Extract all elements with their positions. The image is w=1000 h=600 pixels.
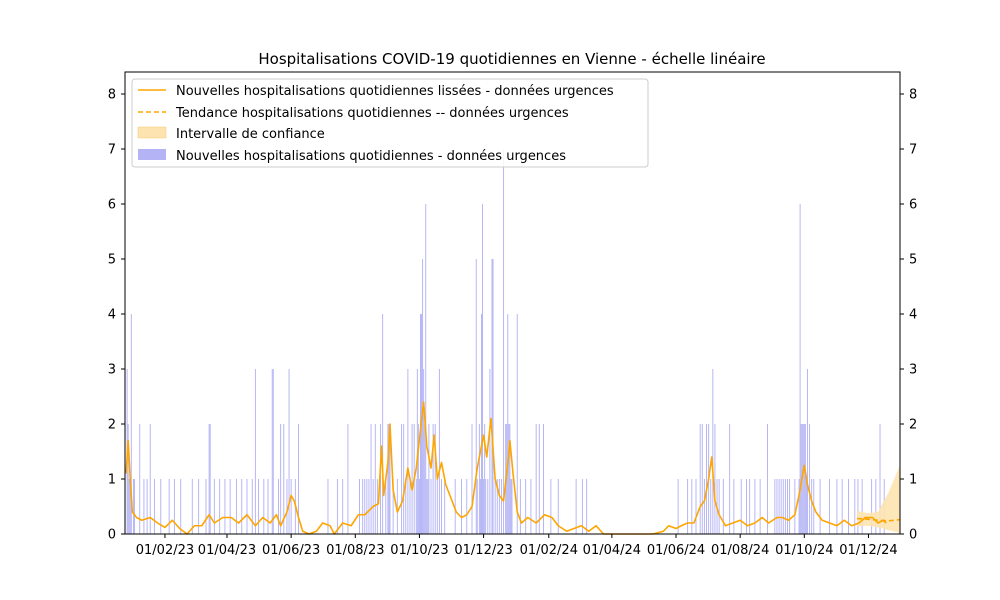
bar — [364, 479, 365, 534]
bar — [426, 479, 427, 534]
bar — [487, 479, 488, 534]
x-tick-label: 01/08/23 — [326, 543, 385, 558]
bar — [427, 479, 428, 534]
bar — [520, 479, 521, 534]
bar — [507, 314, 508, 534]
y-tick-label-right: 8 — [909, 87, 918, 103]
bar — [805, 424, 806, 534]
bar — [476, 259, 477, 534]
y-tick-label-left: 4 — [107, 307, 116, 323]
bar — [428, 424, 429, 534]
bar — [444, 479, 445, 534]
y-tick-label-right: 2 — [909, 417, 918, 433]
bar — [543, 424, 544, 534]
x-tick-label: 01/08/24 — [710, 543, 770, 558]
bar — [268, 479, 269, 534]
bar — [278, 479, 279, 534]
bar — [691, 479, 692, 534]
legend-label-trend: Tendance hospitalisations quotidiennes -- données urgences — [176, 106, 569, 121]
bar — [754, 479, 755, 534]
bar — [539, 424, 540, 534]
bar — [495, 479, 496, 534]
bar — [377, 479, 378, 534]
bar — [439, 369, 440, 534]
bar — [499, 479, 500, 534]
bar — [811, 479, 812, 534]
bar — [483, 479, 484, 534]
bar — [479, 424, 480, 534]
bar — [481, 314, 482, 534]
x-tick-label: 01/10/23 — [390, 543, 449, 558]
bar — [781, 479, 782, 534]
bar — [209, 424, 210, 534]
bar — [416, 479, 417, 534]
x-tick-label: 01/12/23 — [454, 543, 513, 558]
bar — [702, 424, 703, 534]
bar — [337, 479, 338, 534]
bar — [806, 479, 807, 534]
smoothed-line — [126, 402, 886, 534]
bar — [214, 479, 215, 534]
bar — [291, 479, 292, 534]
bar — [783, 479, 784, 534]
legend-swatch-bars — [138, 149, 166, 160]
bar — [510, 479, 511, 534]
bar — [273, 369, 274, 534]
bar — [342, 479, 343, 534]
bar — [252, 479, 253, 534]
bar — [741, 479, 742, 534]
bar — [477, 479, 478, 534]
bar — [134, 479, 135, 534]
y-tick-label-right: 7 — [909, 142, 918, 158]
bar — [258, 479, 259, 534]
bar — [848, 479, 849, 534]
y-tick-label-left: 5 — [107, 252, 116, 268]
bar — [842, 479, 843, 534]
bar — [247, 479, 248, 534]
x-tick-label: 01/12/24 — [839, 543, 898, 558]
x-tick-label: 01/06/23 — [261, 543, 321, 558]
bar — [423, 369, 424, 534]
bar — [787, 479, 788, 534]
bar — [263, 479, 264, 534]
bar — [206, 479, 207, 534]
bar — [704, 479, 705, 534]
legend — [132, 79, 648, 167]
bar — [437, 479, 438, 534]
bar — [480, 479, 481, 534]
x-tick-label: 01/06/24 — [646, 543, 706, 558]
bar — [154, 479, 155, 534]
bar — [678, 479, 679, 534]
bar — [174, 479, 175, 534]
bar — [133, 479, 134, 534]
bar — [820, 479, 821, 534]
bar — [779, 479, 780, 534]
bar — [489, 369, 490, 534]
y-tick-label-left: 1 — [107, 472, 116, 488]
bar — [424, 424, 425, 534]
bar — [492, 259, 493, 534]
legend-label-confidence: Intervalle de confiance — [176, 127, 325, 142]
bar — [147, 479, 148, 534]
bar — [466, 479, 467, 534]
bar — [803, 424, 804, 534]
bar — [809, 424, 810, 534]
bar — [829, 479, 830, 534]
legend-swatch-confidence — [138, 127, 166, 138]
bar — [482, 204, 483, 534]
bar — [714, 424, 715, 534]
bar — [710, 479, 711, 534]
bar — [696, 479, 697, 534]
bar — [485, 479, 486, 534]
bar — [785, 479, 786, 534]
bar — [219, 479, 220, 534]
x-tick-label: 01/02/24 — [519, 543, 578, 558]
bar — [280, 424, 281, 534]
bar — [286, 479, 287, 534]
bar — [401, 424, 402, 534]
bar — [368, 479, 369, 534]
bar — [255, 369, 256, 534]
bar — [192, 479, 193, 534]
bar — [767, 424, 768, 534]
bar — [586, 479, 587, 534]
bar — [143, 479, 144, 534]
x-tick-label: 01/04/23 — [197, 543, 257, 558]
bar — [760, 479, 761, 534]
bar — [576, 479, 577, 534]
bar — [687, 479, 688, 534]
x-tick-label: 01/02/23 — [135, 543, 195, 558]
bar — [403, 424, 404, 534]
bar — [407, 369, 408, 534]
bar — [230, 479, 231, 534]
bar — [412, 424, 413, 534]
y-tick-label-right: 4 — [909, 307, 918, 323]
bar — [347, 424, 348, 534]
bar — [410, 479, 411, 534]
bar — [733, 479, 734, 534]
bar — [799, 479, 800, 534]
y-tick-label-right: 6 — [909, 197, 918, 213]
y-tick-label-right: 3 — [909, 362, 918, 378]
bar — [375, 424, 376, 534]
bar — [536, 424, 537, 534]
bar — [794, 479, 795, 534]
bar — [774, 479, 775, 534]
bar — [382, 314, 383, 534]
bar — [719, 479, 720, 534]
legend-label-bars: Nouvelles hospitalisations quotidiennes - données urgences — [176, 149, 566, 164]
bar — [441, 479, 442, 534]
bar — [461, 479, 462, 534]
bar — [241, 479, 242, 534]
y-tick-label-right: 1 — [909, 472, 918, 488]
bar — [180, 479, 181, 534]
y-tick-label-left: 2 — [107, 417, 116, 433]
legend-label-smoothed: Nouvelles hospitalisations quotidiennes lissées - données urgences — [176, 84, 614, 99]
bar — [422, 259, 423, 534]
bar — [804, 424, 805, 534]
bar — [854, 479, 855, 534]
bar — [789, 479, 790, 534]
bar — [224, 479, 225, 534]
bar — [289, 369, 290, 534]
bar — [517, 314, 518, 534]
bar — [362, 479, 363, 534]
bar — [723, 479, 724, 534]
bar — [425, 204, 426, 534]
y-tick-label-right: 0 — [909, 527, 918, 543]
bar — [387, 424, 388, 534]
bar — [419, 479, 420, 534]
y-tick-label-left: 0 — [107, 527, 116, 543]
bar — [807, 369, 808, 534]
bar — [272, 369, 273, 534]
bar — [512, 479, 513, 534]
bar — [371, 424, 372, 534]
y-tick-label-left: 3 — [107, 362, 116, 378]
y-tick-label-left: 8 — [107, 87, 116, 103]
bar — [776, 479, 777, 534]
bar — [501, 479, 502, 534]
bar — [525, 479, 526, 534]
bar — [139, 424, 140, 534]
y-tick-label-left: 6 — [107, 197, 116, 213]
bar — [431, 479, 432, 534]
bar — [712, 369, 713, 534]
bar — [530, 479, 531, 534]
bar — [359, 479, 360, 534]
bar — [472, 424, 473, 534]
y-tick-label-right: 5 — [909, 252, 918, 268]
bar — [493, 259, 494, 534]
bar — [169, 479, 170, 534]
bar — [729, 424, 730, 534]
chart-title: Hospitalisations COVID-19 quotidiennes en Vienne - échelle linéaire — [258, 50, 766, 68]
bar — [700, 424, 701, 534]
y-tick-label-left: 7 — [107, 142, 116, 158]
bar — [550, 479, 551, 534]
x-tick-label: 01/04/24 — [582, 543, 642, 558]
bar — [503, 149, 504, 534]
bar — [366, 479, 367, 534]
x-tick-label: 01/10/24 — [775, 543, 834, 558]
bar — [236, 479, 237, 534]
bar — [706, 424, 707, 534]
bar — [129, 479, 130, 534]
